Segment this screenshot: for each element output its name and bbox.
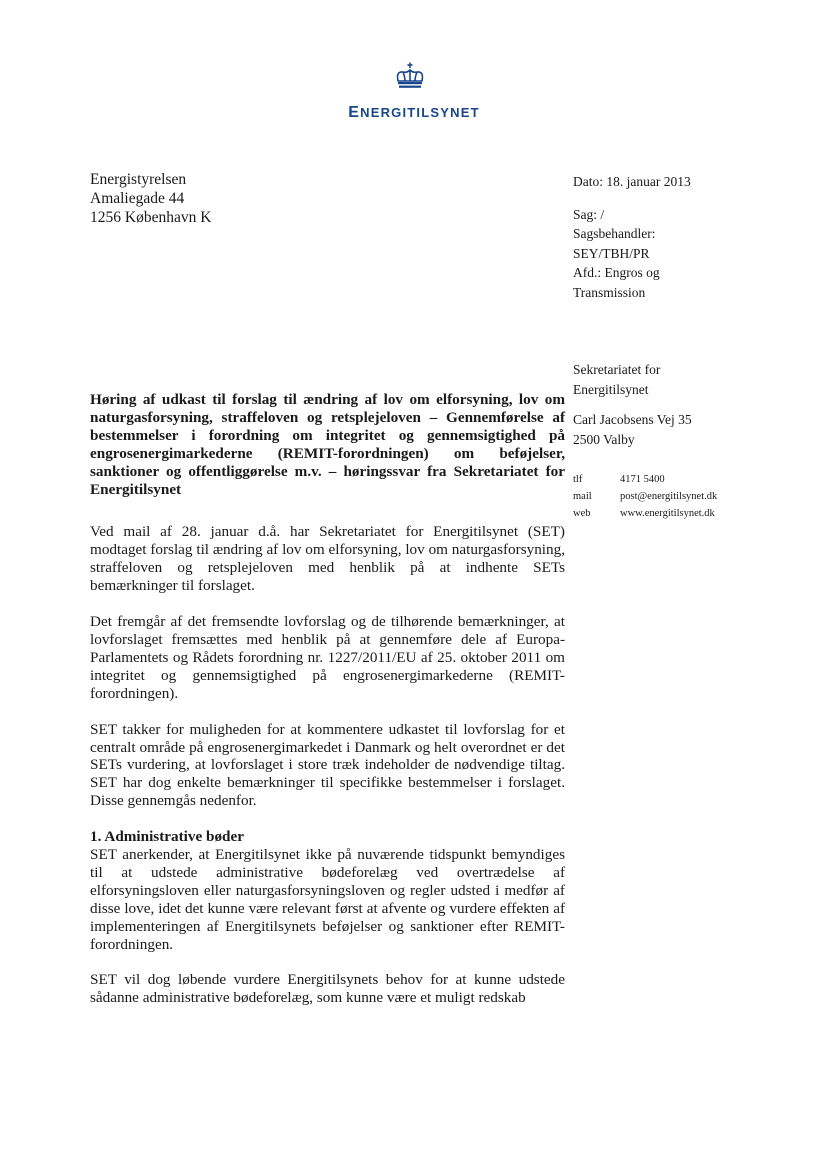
recipient-street: Amaliegade 44: [90, 190, 185, 207]
letter-date: Dato: 18. januar 2013: [573, 174, 691, 189]
crown-icon: [393, 62, 427, 90]
brand-initial: E: [348, 104, 361, 121]
handler-initials: SEY/TBH/PR: [573, 245, 650, 261]
contact-label: tlf: [573, 474, 583, 485]
recipient-city: 1256 København K: [90, 209, 212, 226]
contact-label: web: [573, 508, 591, 519]
contact-value: 4171 5400: [620, 474, 665, 485]
recipient-address: [90, 170, 211, 227]
brand-rest: NERGITILSYNET: [360, 105, 480, 120]
brand-name: [0, 104, 828, 122]
contact-web: [573, 505, 813, 522]
case-number: Sag: /: [573, 206, 605, 222]
body-paragraph: SET takker for muligheden for at kommentere udkastet til lovforslag for et centralt område på engrosenergimarkedet i Danmark og helt overordnet er det SETs vurdering, at lovforslaget i store træk indeholder de nødvendige tiltag. SET har dog enkelte bemærkninger til specifikke bestemmelser i forslaget. Disse gennemgås nedenfor.: [90, 720, 565, 810]
department-line2: Transmission: [573, 284, 646, 300]
recipient-name: Energistyrelsen: [90, 171, 187, 188]
contact-value: post@energitilsynet.dk: [620, 491, 718, 502]
letter-meta: [573, 172, 813, 302]
letter-subject: Høring af udkast til forslag til ændring af lov om elforsyning, lov om naturgasforsyning, straffeloven og retsplejeloven – Gennemførelse af bestemmelser i forordning om integritet og gennemsigtighed på engrosenergimarkederne (REMIT-forordningen) om beføjelser, sanktioner og offentliggørelse m.v. – høringssvar fra Sekretariatet for Energitilsynet: [90, 391, 565, 498]
sender-city: 2500 Valby: [573, 431, 635, 447]
sender-address: [573, 360, 813, 449]
sender-line2: Energitilsynet: [573, 381, 649, 397]
sender-line1: Sekretariatet for: [573, 362, 661, 377]
handler-label: Sagsbehandler:: [573, 226, 656, 241]
contact-label: mail: [573, 491, 592, 502]
body-paragraph: SET vil dog løbende vurdere Energitilsynets behov for at kunne udstede sådanne administrative bødeforelæg, som kunne være et muligt redskab: [90, 971, 565, 1007]
body-paragraph: Det fremgår af det fremsendte lovforslag og de tilhørende bemærkninger, at lovforslaget fremsættes med henblik på at gennemføre dele af Europa-Parlamentets og Rådets forordning nr. 1227/2011/EU af 25. oktober 2011 om integritet og gennemsigtighed på engrosenergimarkederne (REMIT-forordningen).: [90, 613, 565, 702]
section-heading: 1. Administrative bøder: [90, 828, 244, 846]
letter-body: [90, 391, 565, 1025]
body-paragraph: SET anerkender, at Energitilsynet ikke på nuværende tidspunkt bemyndiges til at udstede administrative bødeforelæg ved overtrædelse af elforsyningsloven eller naturgasforsyningsloven og regler udsted i medfør af disse love, idet det kunne være relevant først at afvente og vurdere effekten af implementeringen af Energitilsynets beføjelser og sanktioner efter REMIT-forordningen.: [90, 846, 565, 953]
contact-phone: [573, 471, 813, 488]
sender-contacts: [573, 471, 813, 522]
department-line1: Afd.: Engros og: [573, 265, 660, 280]
contact-value: www.energitilsynet.dk: [620, 508, 715, 519]
body-paragraph: Ved mail af 28. januar d.å. har Sekretariatet for Energitilsynet (SET) modtaget forslag til ændring af lov om elforsyning, lov om naturgasforsyning, straffeloven og retsplejeloven med henblik på at indhente SETs bemærkninger til forslaget.: [90, 523, 565, 595]
contact-mail: [573, 488, 813, 505]
sender-street: Carl Jacobsens Vej 35: [573, 412, 692, 427]
